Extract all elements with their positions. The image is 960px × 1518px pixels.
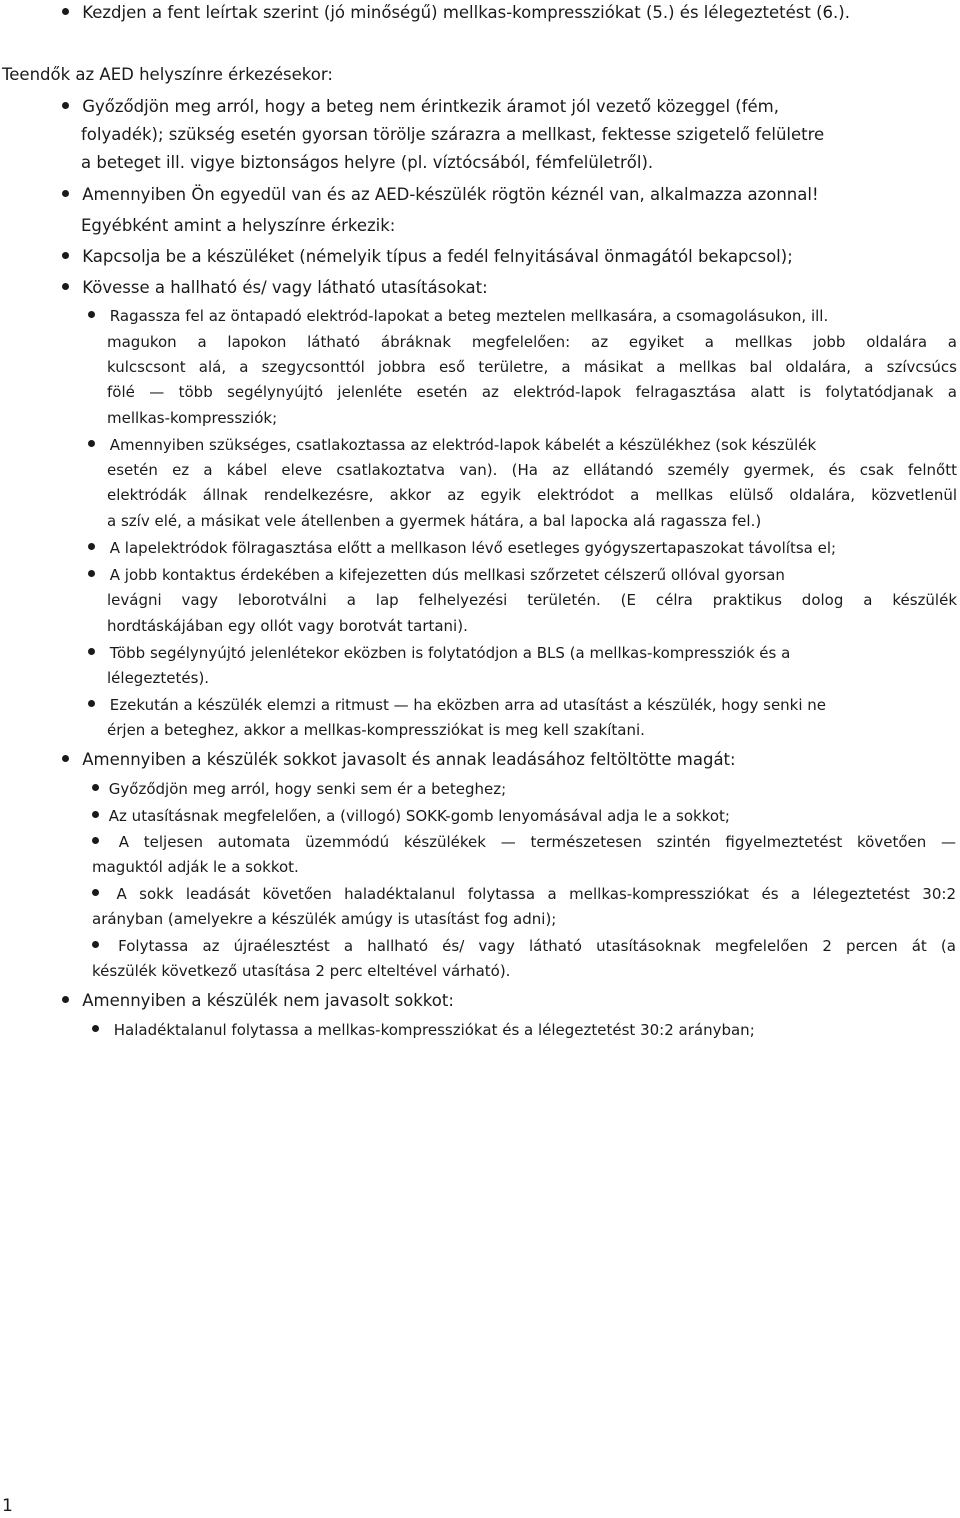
continuation-line: készülék következő utasítása 2 perc elteltével várható). <box>92 962 511 980</box>
continuation-line: maguktól adják le a sokkot. <box>92 858 299 876</box>
continuation-line: kulcscsont alá, a szegycsonttól jobbra eső területre, a másikat a mellkas bal oldalára, a szívcsúcs <box>107 358 957 376</box>
bullet-icon <box>88 440 95 447</box>
sub-bullet-item: Ezekután a készülék elemzi a ritmust — ha eközben arra ad utasítást a készülék, hogy senki ne <box>88 694 826 716</box>
bullet-icon <box>62 252 69 259</box>
bullet-item: Kövesse a hallható és/ vagy látható utasításokat: <box>62 277 488 299</box>
continuation-line: a beteget ill. vigye biztonságos helyre (pl. víztócsából, fémfelületről). <box>81 153 654 172</box>
bullet-icon <box>62 190 69 197</box>
sub-bullet-item: A jobb kontaktus érdekében a kifejezetten dús mellkasi szőrzetet célszerű ollóval gyorsan <box>88 564 785 586</box>
sub-bullet-item: Győződjön meg arról, hogy senki sem ér a beteghez; <box>92 778 506 800</box>
continuation-line: fölé — több segélynyújtó jelenléte esetén az elektród-lapok felragasztása alatt is folytatódjanak a <box>107 383 957 401</box>
sub-bullet-item: A sokk leadását követően haladéktalanul folytassa a mellkas-kompressziókat és a lélegeztetést 30:2 <box>92 883 956 905</box>
bullet-icon <box>88 700 95 707</box>
bullet-item: Amennyiben a készülék nem javasolt sokkot: <box>62 990 454 1012</box>
continuation-line: mellkas-kompressziók; <box>107 409 278 427</box>
bullet-icon <box>92 837 99 844</box>
paragraph-line: Egyébként amint a helyszínre érkezik: <box>81 216 396 235</box>
sub-bullet-item: Az utasításnak megfelelően, a (villogó) SOKK-gomb lenyomásával adja le a sokkot; <box>92 805 730 827</box>
continuation-line: a szív elé, a másikat vele átellenben a gyermek hátára, a bal lapocka alá ragassza fel.) <box>107 512 762 530</box>
continuation-line: elektródák állnak rendelkezésre, akkor az egyik elektródot a mellkas elülső oldalára, közvetlenül <box>107 486 957 504</box>
sub-bullet-item: Folytassa az újraélesztést a hallható és/ vagy látható utasításoknak megfelelően 2 percen át (a <box>92 935 956 957</box>
continuation-line: lélegeztetés). <box>107 669 210 687</box>
sub-bullet-item: Haladéktalanul folytassa a mellkas-kompressziókat és a lélegeztetést 30:2 arányban; <box>92 1019 755 1041</box>
bullet-icon <box>92 889 99 896</box>
bullet-icon <box>88 648 95 655</box>
bullet-icon <box>62 755 69 762</box>
bullet-item: Amennyiben Ön egyedül van és az AED-készülék rögtön kéznél van, alkalmazza azonnal! <box>62 184 819 206</box>
continuation-line: esetén ez a kábel eleve csatlakoztatva van). (Ha az ellátandó személy gyermek, és csak felnőtt <box>107 461 957 479</box>
bullet-icon <box>88 543 95 550</box>
bullet-icon <box>88 570 95 577</box>
continuation-line: folyadék); szükség esetén gyorsan törölje szárazra a mellkast, fektesse szigetelő felületre <box>81 125 825 144</box>
bullet-icon <box>62 996 69 1003</box>
bullet-icon <box>62 8 69 15</box>
bullet-item: Győződjön meg arról, hogy a beteg nem érintkezik áramot jól vezető közeggel (fém, <box>62 96 779 118</box>
section-heading: Teendők az AED helyszínre érkezésekor: <box>2 65 333 84</box>
continuation-line: érjen a beteghez, akkor a mellkas-kompressziókat is meg kell szakítani. <box>107 721 645 739</box>
continuation-line: magukon a lapokon látható ábráknak megfelelően: az egyiket a mellkas jobb oldalára a <box>107 333 957 351</box>
bullet-icon <box>62 102 69 109</box>
bullet-item: Kezdjen a fent leírtak szerint (jó minőségű) mellkas-kompressziókat (5.) és lélegeztetést (6.). <box>62 2 850 24</box>
bullet-icon <box>62 283 69 290</box>
bullet-item: Kapcsolja be a készüléket (némelyik típus a fedél felnyitásával önmagától bekapcsol); <box>62 246 793 268</box>
bullet-icon <box>92 811 99 818</box>
sub-bullet-item: A teljesen automata üzemmódú készülékek — természetesen szintén figyelmeztetést követően — <box>92 831 956 853</box>
continuation-line: arányban (amelyekre a készülék amúgy is utasítást fog adni); <box>92 910 557 928</box>
continuation-line: levágni vagy leborotválni a lap felhelyezési területén. (E célra praktikus dolog a készülék <box>107 591 957 609</box>
page-number: 1 <box>2 1496 13 1516</box>
bullet-icon <box>92 784 99 791</box>
bullet-icon <box>88 311 95 318</box>
continuation-line: hordtáskájában egy ollót vagy borotvát tartani). <box>107 617 468 635</box>
sub-bullet-item: Amennyiben szükséges, csatlakoztassa az elektród-lapok kábelét a készülékhez (sok készülék <box>88 434 816 456</box>
bullet-item: Amennyiben a készülék sokkot javasolt és annak leadásához feltöltötte magát: <box>62 749 736 771</box>
bullet-icon <box>92 1025 99 1032</box>
sub-bullet-item: Több segélynyújtó jelenlétekor eközben is folytatódjon a BLS (a mellkas-kompressziók és a <box>88 642 790 664</box>
sub-bullet-item: A lapelektródok fölragasztása előtt a mellkason lévő esetleges gyógyszertapaszokat távolítsa el; <box>88 537 836 559</box>
bullet-icon <box>92 941 99 948</box>
sub-bullet-item: Ragassza fel az öntapadó elektród-lapokat a beteg meztelen mellkasára, a csomagolásukon, ill. <box>88 305 828 327</box>
